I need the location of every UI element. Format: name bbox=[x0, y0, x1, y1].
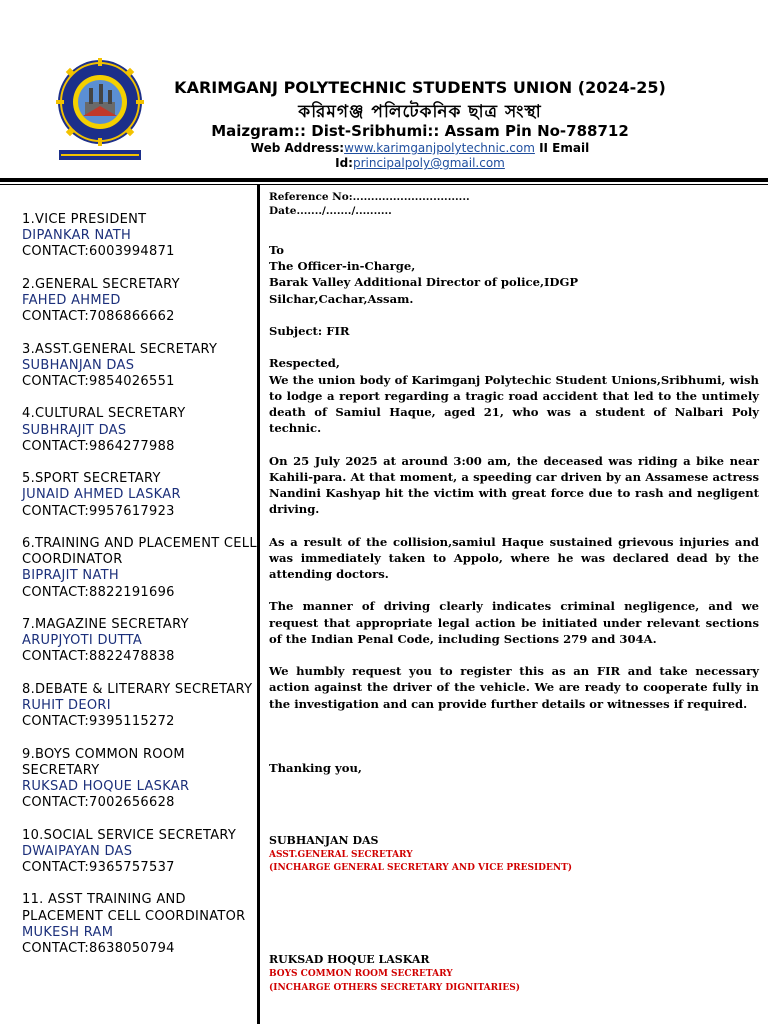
member-role: 3.ASST.GENERAL SECRETARY bbox=[22, 341, 218, 357]
to-line: To bbox=[269, 243, 285, 257]
reference-number: Reference No:................................ bbox=[269, 191, 470, 203]
member-contact: CONTACT:9365757537 bbox=[22, 859, 175, 875]
member-name: BIPRAJIT NATH bbox=[22, 568, 119, 584]
signatory-title: ASST.GENERAL SECRETARY bbox=[269, 849, 413, 860]
member-entry bbox=[22, 342, 257, 391]
member-entry bbox=[22, 682, 257, 731]
email-link[interactable]: principalpoly@gmail.com bbox=[352, 156, 505, 170]
member-contact: CONTACT:8822191696 bbox=[22, 584, 175, 600]
web-label: Web Address: bbox=[250, 141, 345, 155]
member-role: 5.SPORT SECRETARY bbox=[22, 471, 161, 487]
email-prefix: Id: bbox=[335, 156, 353, 170]
email-label: II Email bbox=[534, 141, 590, 155]
member-role: 8.DEBATE & LITERARY SECRETARY bbox=[22, 681, 253, 697]
member-name: SUBHRAJIT DAS bbox=[22, 422, 127, 438]
letter-paragraph: We humbly request you to register this as an FIR and take necessary action against the driver of the vehicle. We are ready to cooperate fully in the investigation and can provide further details or witnesses if required. bbox=[269, 664, 759, 711]
member-contact: CONTACT:8822478838 bbox=[22, 649, 175, 665]
recipient-line: Silchar,Cachar,Assam. bbox=[269, 291, 414, 306]
member-entry bbox=[22, 471, 257, 520]
member-name: DWAIPAYAN DAS bbox=[22, 843, 133, 859]
column-divider bbox=[257, 185, 260, 1024]
member-name: RUKSAD HOQUE LASKAR bbox=[22, 778, 190, 794]
member-contact: CONTACT:9854026551 bbox=[22, 374, 175, 389]
member-name: RUHIT DEORI bbox=[22, 697, 111, 713]
signatory-note: (INCHARGE GENERAL SECRETARY AND VICE PRESIDENT) bbox=[269, 863, 573, 874]
member-role: 9.BOYS COMMON ROOM SECRETARY bbox=[22, 746, 185, 778]
member-role: 4.CULTURAL SECRETARY bbox=[22, 406, 186, 422]
member-name: ARUPJYOTI DUTTA bbox=[22, 633, 143, 649]
member-entry bbox=[22, 277, 257, 326]
member-contact: CONTACT:9957617923 bbox=[22, 503, 175, 519]
signatory-note: (INCHARGE OTHERS SECRETARY DIGNITARIES) bbox=[269, 982, 520, 993]
member-contact: CONTACT:9395115272 bbox=[22, 714, 175, 730]
member-entry bbox=[22, 536, 257, 601]
member-entry bbox=[22, 617, 257, 666]
member-contact: CONTACT:7002656628 bbox=[22, 795, 175, 811]
member-entry bbox=[22, 828, 257, 877]
member-name: DIPANKAR NATH bbox=[22, 228, 132, 244]
member-role: 2.GENERAL SECRETARY bbox=[22, 276, 180, 292]
closing-line: Thanking you, bbox=[269, 761, 362, 776]
header-divider-thin bbox=[0, 184, 768, 185]
member-role: 7.MAGAZINE SECRETARY bbox=[22, 616, 189, 632]
union-address: Maizgram:: Dist-Sribhumi:: Assam Pin No-788712 bbox=[211, 122, 629, 140]
letter-paragraph: The manner of driving clearly indicates criminal negligence, and we request that appropriate legal action be initiated under relevant sections of the Indian Penal Code, including Sections 279 and 304A. bbox=[269, 599, 759, 646]
office-bearers-list bbox=[22, 212, 257, 973]
member-name: JUNAID AHMED LASKAR bbox=[22, 487, 181, 503]
website-link[interactable]: www.karimganjpolytechnic.com bbox=[344, 141, 535, 155]
member-contact: CONTACT:9864277988 bbox=[22, 438, 175, 454]
letter-paragraph: On 25 July 2025 at around 3:00 am, the deceased was riding a bike near Kahili-para. At that moment, a speeding car driven by an Assamese actress Nandini Kashyap hit the victim with great force due to rash and negligent driving. bbox=[269, 453, 759, 517]
member-role: 11. ASST TRAINING AND PLACEMENT CELL COORDINATOR bbox=[22, 892, 246, 924]
member-entry bbox=[22, 892, 257, 957]
subject-line: Subject: FIR bbox=[269, 324, 350, 338]
salutation: Respected, bbox=[269, 356, 340, 371]
member-contact: CONTACT:8638050794 bbox=[22, 940, 175, 956]
member-entry bbox=[22, 406, 257, 455]
member-entry bbox=[22, 212, 257, 261]
letter-date: Date......./......./.......... bbox=[269, 205, 392, 217]
college-logo bbox=[55, 58, 145, 162]
member-contact: CONTACT:6003994871 bbox=[22, 244, 175, 260]
signatory-name: SUBHANJAN DAS bbox=[269, 833, 379, 847]
header-divider-thick bbox=[0, 178, 768, 182]
member-name: MUKESH RAM bbox=[22, 924, 114, 940]
letter-paragraph: As a result of the collision,samiul Haque sustained grievous injuries and was immediately taken to Appolo, where he was declared dead by the attending doctors. bbox=[269, 534, 759, 581]
member-contact: CONTACT:7086866662 bbox=[22, 309, 175, 325]
member-role: 1.VICE PRESIDENT bbox=[22, 212, 147, 227]
union-title-bengali: করিমগঞ্জ পলিটেকনিক ছাত্র সংস্থা bbox=[298, 102, 542, 122]
member-role: 10.SOCIAL SERVICE SECRETARY bbox=[22, 827, 237, 843]
union-title: KARIMGANJ POLYTECHNIC STUDENTS UNION (2024-25) bbox=[174, 78, 666, 97]
contact-line bbox=[150, 141, 690, 171]
member-role: 6.TRAINING AND PLACEMENT CELL COORDINATOR bbox=[22, 535, 257, 568]
recipient-line: The Officer-in-Charge, bbox=[269, 259, 416, 274]
member-name: SUBHANJAN DAS bbox=[22, 357, 135, 373]
fir-letter bbox=[269, 190, 759, 995]
member-name: FAHED AHMED bbox=[22, 293, 121, 308]
recipient-line: Barak Valley Additional Director of police,IDGP bbox=[269, 275, 579, 290]
signatory-title: BOYS COMMON ROOM SECRETARY bbox=[269, 969, 453, 979]
letter-paragraph: We the union body of Karimganj Polytechic Student Unions,Sribhumi, wish to lodge a report regarding a tragic road accident that led to the untimely death of Samiul Haque, aged 21, who was a student of Nalbari Poly technic. bbox=[269, 372, 759, 436]
member-entry bbox=[22, 747, 257, 812]
signatory-name: RUKSAD HOQUE LASKAR bbox=[269, 952, 430, 966]
